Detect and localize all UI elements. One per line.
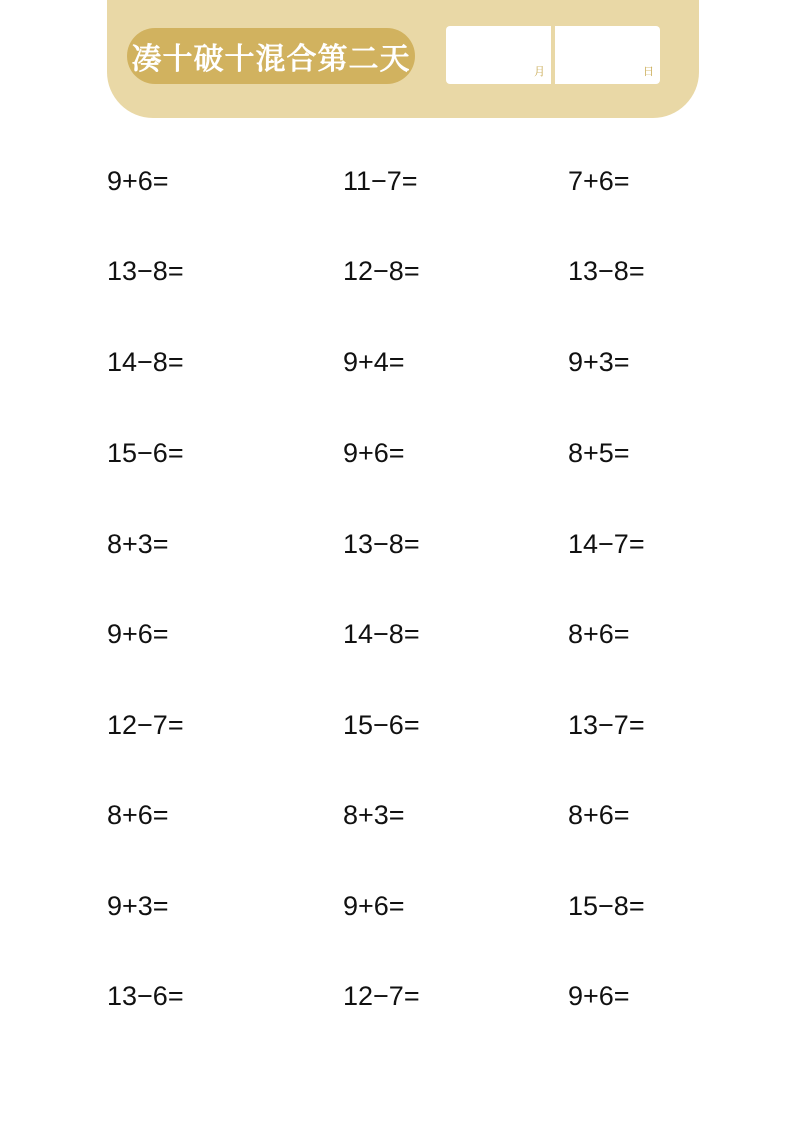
month-unit-label: 月 — [534, 65, 545, 78]
math-problem: 9+3= — [568, 347, 630, 377]
math-problem: 9+6= — [107, 166, 169, 196]
math-problem: 9+6= — [343, 438, 405, 468]
math-problem: 8+6= — [568, 619, 630, 649]
math-problem: 15−8= — [568, 891, 645, 921]
math-problem: 14−8= — [107, 347, 184, 377]
math-problem: 14−7= — [568, 529, 645, 559]
math-problem: 8+6= — [107, 800, 169, 830]
math-problem: 12−8= — [343, 256, 420, 286]
math-problem: 13−6= — [107, 981, 184, 1011]
math-problem: 11−7= — [343, 166, 418, 196]
math-problem: 8+5= — [568, 438, 630, 468]
math-problem: 14−8= — [343, 619, 420, 649]
math-problem: 9+6= — [568, 981, 630, 1011]
math-problem: 12−7= — [343, 981, 420, 1011]
day-unit-label: 日 — [643, 65, 654, 78]
math-problem: 9+3= — [107, 891, 169, 921]
math-problem: 15−6= — [107, 438, 184, 468]
math-problem: 13−8= — [568, 256, 645, 286]
math-problem: 7+6= — [568, 166, 630, 196]
math-problem: 15−6= — [343, 710, 420, 740]
math-problem: 8+3= — [343, 800, 405, 830]
math-problem: 9+6= — [107, 619, 169, 649]
math-problem: 9+6= — [343, 891, 405, 921]
math-problem: 13−7= — [568, 710, 645, 740]
math-problem: 9+4= — [343, 347, 405, 377]
worksheet-title: 凑十破十混合第二天 — [127, 28, 415, 84]
math-problem: 13−8= — [343, 529, 420, 559]
math-problem: 13−8= — [107, 256, 184, 286]
math-problem: 12−7= — [107, 710, 184, 740]
math-problem: 8+6= — [568, 800, 630, 830]
math-problem: 8+3= — [107, 529, 169, 559]
